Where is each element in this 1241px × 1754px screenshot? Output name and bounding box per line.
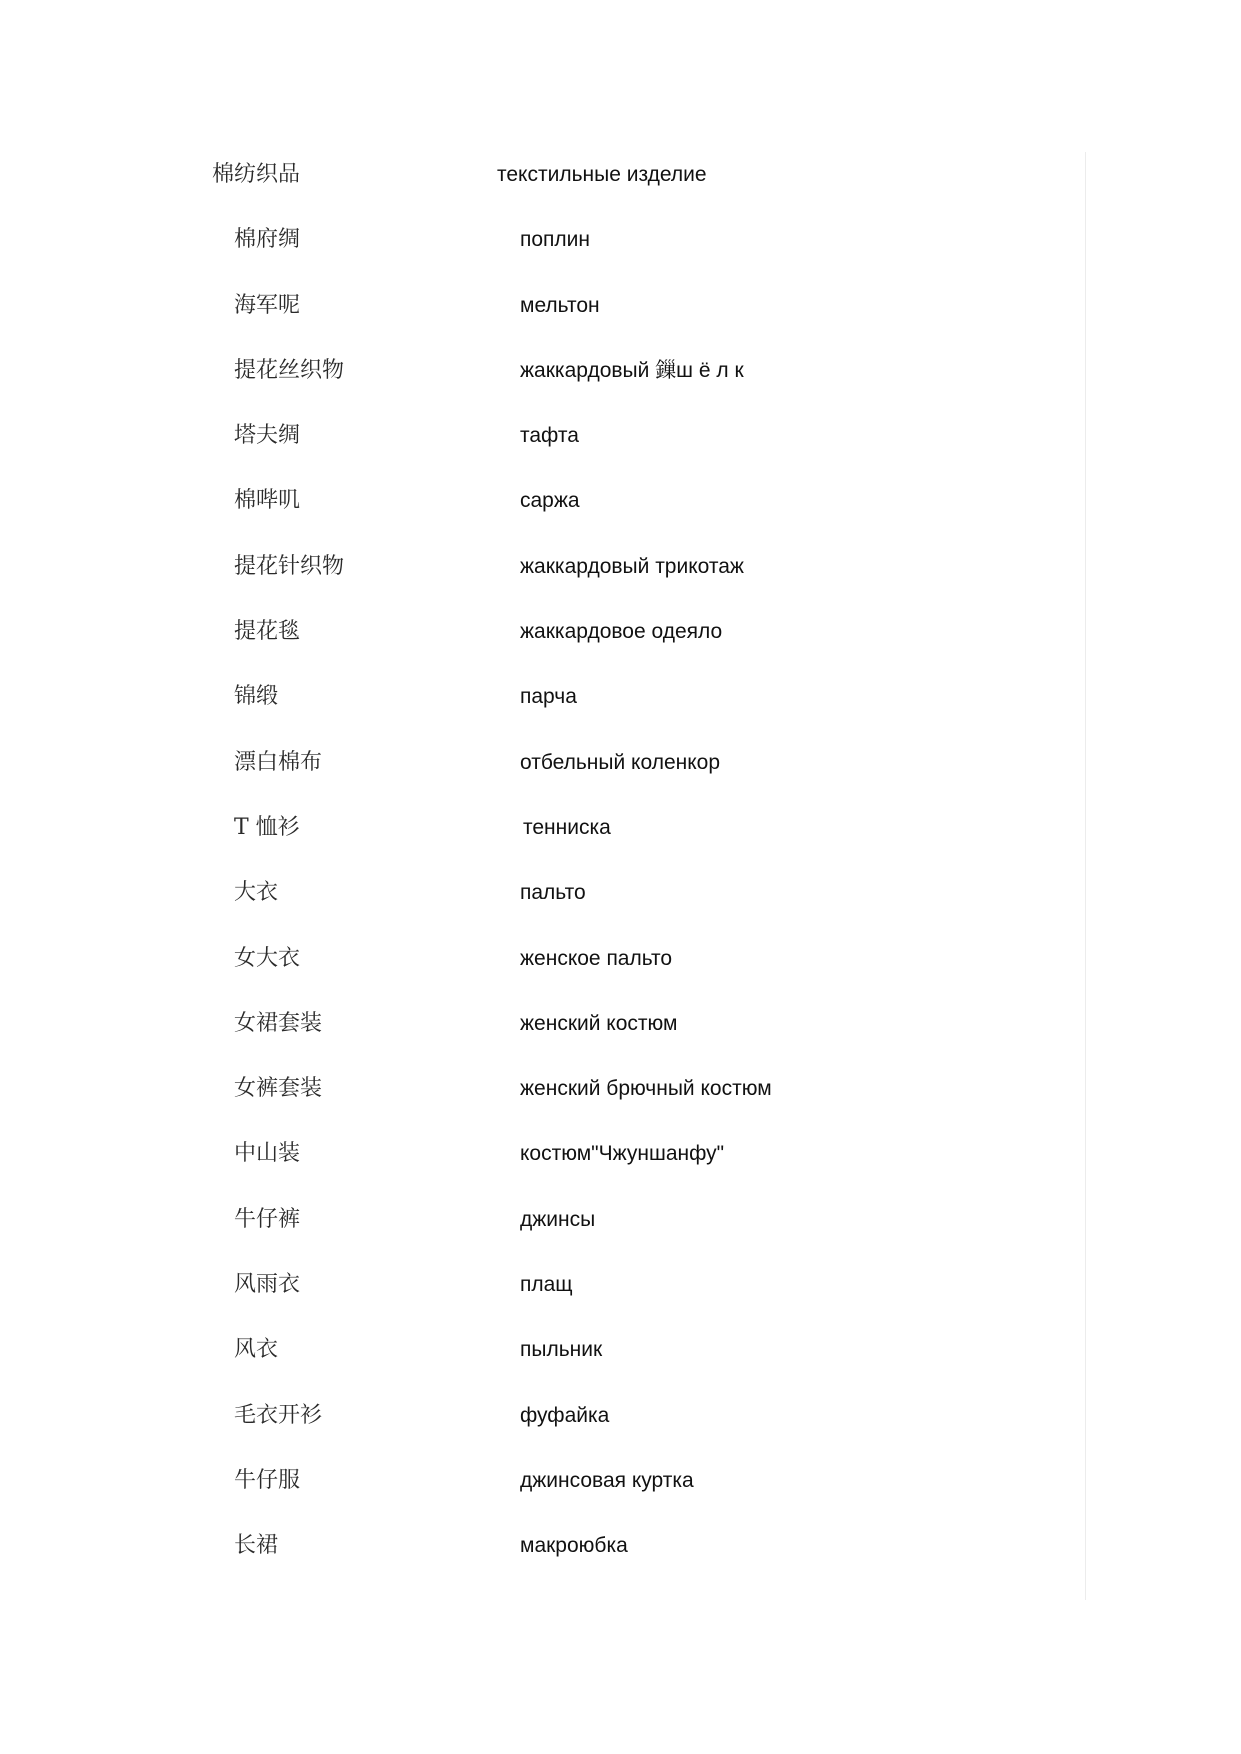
term-russian: макроюбка: [520, 1534, 628, 1558]
glossary-row: [0, 1513, 1241, 1578]
glossary-list: [0, 142, 1241, 1579]
term-russian: мельтон: [520, 293, 600, 317]
term-russian: джинсовая куртка: [520, 1468, 694, 1492]
glossary-header-row: [0, 142, 1241, 207]
term-chinese: 牛仔裤: [234, 1206, 301, 1232]
term-chinese: 女裤套装: [234, 1076, 323, 1102]
term-chinese: 女裙套装: [234, 1010, 323, 1036]
term-chinese: 锦缎: [234, 684, 279, 710]
term-russian: тафта: [520, 424, 579, 448]
glossary-row: [0, 991, 1241, 1056]
term-chinese: 风雨衣: [234, 1272, 301, 1298]
glossary-row: [0, 1252, 1241, 1317]
term-chinese: 毛衣开衫: [234, 1402, 323, 1428]
glossary-row: [0, 599, 1241, 664]
glossary-row: [0, 730, 1241, 795]
term-russian: текстильные изделие: [497, 163, 707, 186]
term-russian: саржа: [520, 489, 580, 513]
term-russian: пальто: [520, 881, 586, 905]
glossary-row: [0, 664, 1241, 729]
term-russian: отбельный коленкор: [520, 750, 721, 774]
term-chinese: 漂白棉布: [234, 749, 323, 775]
term-chinese: 提花丝织物: [234, 357, 345, 383]
term-chinese: 海军呢: [234, 292, 301, 318]
glossary-row: [0, 795, 1241, 860]
glossary-row: [0, 468, 1241, 533]
term-russian: жаккардовый 鏁ш ё л к: [520, 358, 744, 382]
term-russian: женское пальто: [520, 946, 673, 970]
term-russian: фуфайка: [520, 1403, 610, 1427]
term-chinese: 女大衣: [234, 945, 301, 971]
glossary-row: [0, 1448, 1241, 1513]
term-russian: жаккардовое одеяло: [520, 620, 723, 644]
term-russian: тенниска: [523, 815, 611, 839]
glossary-row: [0, 1317, 1241, 1382]
glossary-row: [0, 1056, 1241, 1121]
term-chinese: 长裙: [234, 1533, 279, 1559]
term-russian: женский костюм: [520, 1011, 678, 1035]
glossary-row: [0, 338, 1241, 403]
glossary-row: [0, 1187, 1241, 1252]
term-russian: джинсы: [520, 1207, 596, 1231]
term-russian: парча: [520, 685, 577, 709]
term-chinese: 塔夫绸: [234, 423, 301, 449]
term-chinese: T 恤衫: [234, 814, 300, 840]
term-chinese: 牛仔服: [234, 1467, 301, 1493]
glossary-row: [0, 860, 1241, 925]
term-russian: жаккардовый трикотаж: [520, 554, 744, 578]
term-russian: костюм"Чжуншанфу": [520, 1142, 725, 1166]
term-russian: пыльник: [520, 1338, 603, 1362]
term-chinese: 风衣: [234, 1337, 279, 1363]
term-chinese: 棉纺织品: [212, 162, 301, 187]
glossary-row: [0, 403, 1241, 468]
term-russian: женский брючный костюм: [520, 1077, 772, 1101]
term-chinese: 棉哔叽: [234, 488, 301, 514]
glossary-row: [0, 207, 1241, 272]
term-chinese: 中山装: [234, 1141, 301, 1167]
glossary-row: [0, 1383, 1241, 1448]
term-chinese: 大衣: [234, 880, 279, 906]
term-chinese: 棉府绸: [234, 227, 301, 253]
term-chinese: 提花毯: [234, 619, 301, 645]
glossary-row: [0, 534, 1241, 599]
glossary-row: [0, 1121, 1241, 1186]
term-chinese: 提花针织物: [234, 553, 345, 579]
glossary-row: [0, 273, 1241, 338]
glossary-row: [0, 926, 1241, 991]
term-russian: плащ: [520, 1273, 573, 1297]
term-russian: поплин: [520, 228, 591, 252]
